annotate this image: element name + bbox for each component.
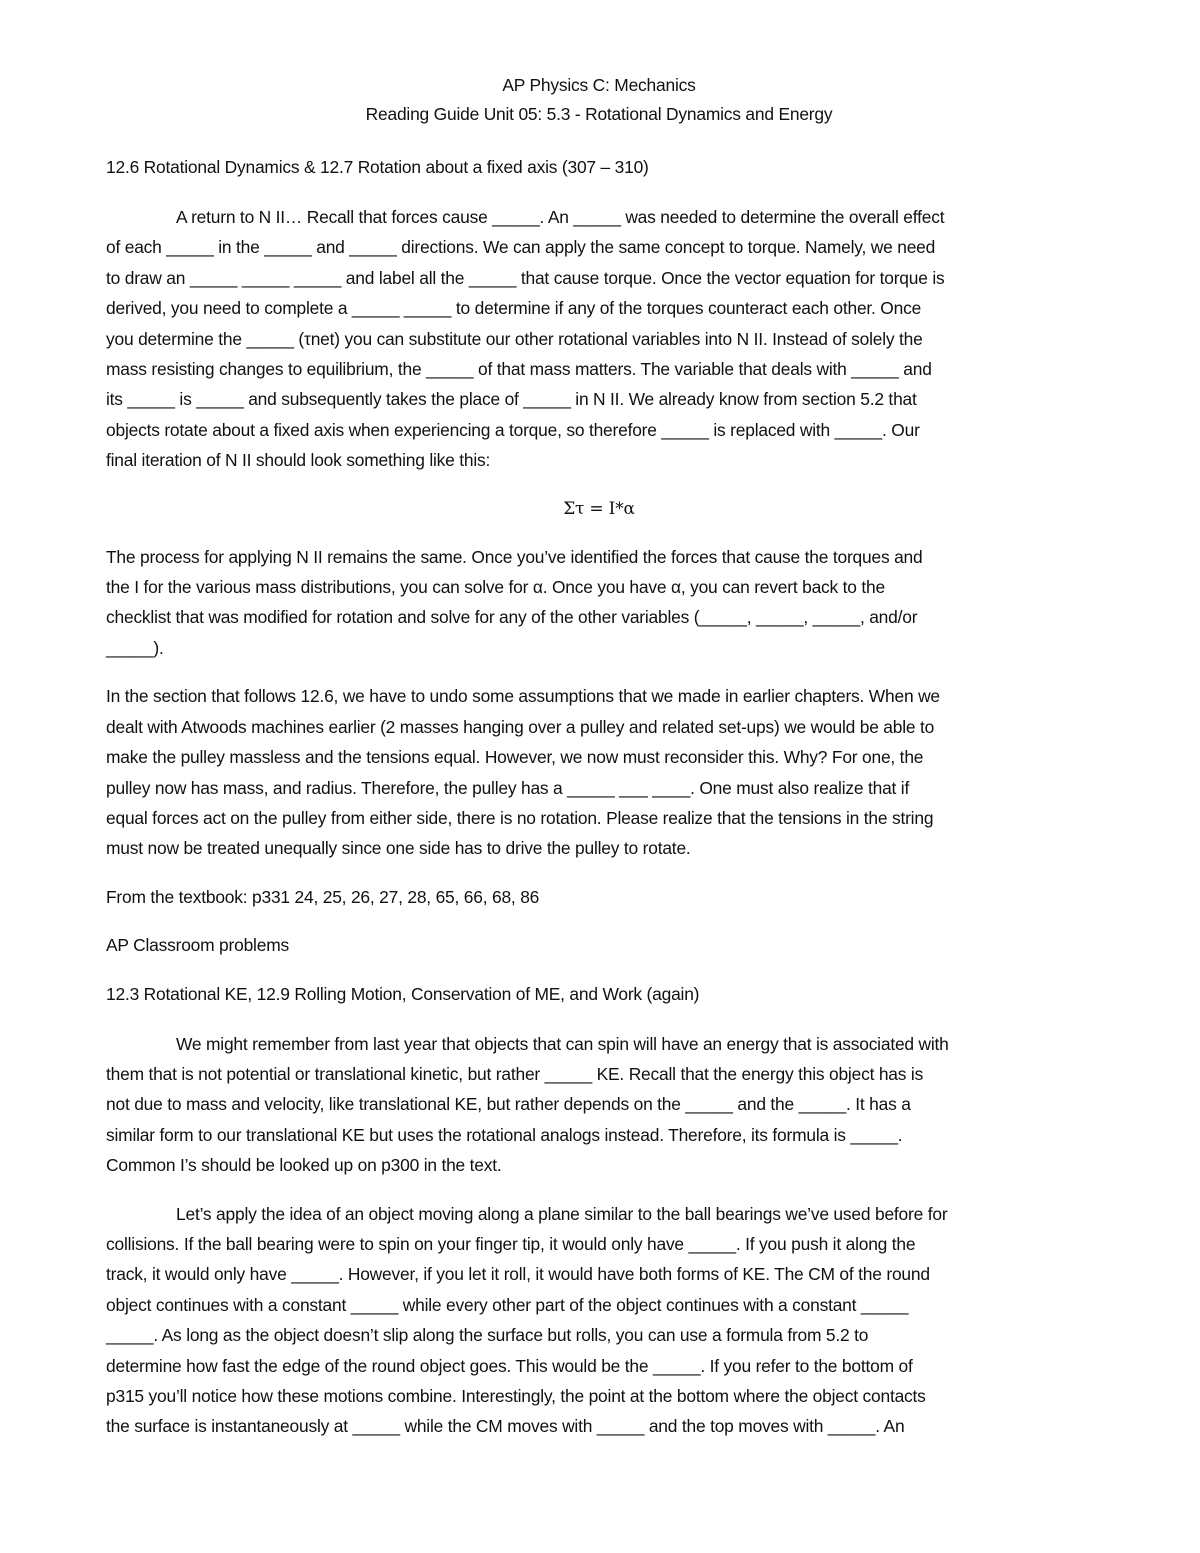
text-line: The process for applying N II remains the same. Once you’ve identified the forces that cause the torques and — [106, 546, 923, 567]
text-line: mass resisting changes to equilibrium, the _____ of that mass matters. The variable that deals with _____ and — [106, 359, 932, 380]
ap-classroom-problems: AP Classroom problems — [106, 935, 289, 956]
text-line: A return to N II… Recall that forces cause _____. An _____ was needed to determine the overall effect — [176, 207, 945, 227]
guide-title: Reading Guide Unit 05: 5.3 - Rotational Dynamics and Energy — [365, 104, 833, 124]
text-line: them that is not potential or translational kinetic, but rather _____ KE. Recall that the energy this object has is — [106, 1063, 924, 1084]
paragraph-newton-second-law — [106, 202, 1092, 476]
text-line: In the section that follows 12.6, we have to undo some assumptions that we made in earlier chapters. When we — [106, 686, 940, 707]
text-line: Let’s apply the idea of an object moving along a plane similar to the ball bearings we’ve used before for — [176, 1203, 948, 1224]
text-line: derived, you need to complete a _____ _____ to determine if any of the torques counteract each other. Once — [106, 298, 922, 319]
text-line: determine how fast the edge of the round object goes. This would be the _____. If you refer to the bottom of — [106, 1355, 913, 1376]
paragraph-atwood-machines — [106, 681, 1092, 863]
text-line: Common I’s should be looked up on p300 in the text. — [106, 1155, 502, 1176]
paragraph-rotational-ke — [106, 1029, 1092, 1181]
torque-equation: Στ = I*α — [563, 498, 635, 519]
text-line: similar form to our translational KE but uses the rotational analogs instead. Therefore, its formula is _____. — [106, 1124, 903, 1145]
text-line: the surface is instantaneously at _____ while the CM moves with _____ and the top moves with _____. An — [106, 1416, 905, 1437]
text-line: equal forces act on the pulley from either side, there is no rotation. Please realize that the tensions in the string — [106, 807, 934, 828]
document-header — [106, 71, 1092, 129]
text-line: track, it would only have _____. However, if you let it roll, it would have both forms of KE. The CM of the round — [106, 1264, 930, 1285]
text-line: _____). — [106, 637, 164, 658]
course-title: AP Physics C: Mechanics — [502, 75, 696, 95]
text-line: collisions. If the ball bearing were to spin on your finger tip, it would only have _____. If you push it along the — [106, 1233, 916, 1254]
text-line: to draw an _____ _____ _____ and label all the _____ that cause torque. Once the vector equation for torque is — [106, 267, 945, 288]
text-line: make the pulley massless and the tensions equal. However, we now must reconsider this. Why? For one, the — [106, 747, 924, 768]
textbook-problems: From the textbook: p331 24, 25, 26, 27, 28, 65, 66, 68, 86 — [106, 886, 540, 907]
text-line: not due to mass and velocity, like translational KE, but rather depends on the _____ and the _____. It has a — [106, 1094, 911, 1115]
text-line: p315 you’ll notice how these motions combine. Interestingly, the point at the bottom where the object contacts — [106, 1386, 926, 1406]
text-line: its _____ is _____ and subsequently takes the place of _____ in N II. We already know from section 5.2 that — [106, 389, 917, 410]
text-line: objects rotate about a fixed axis when experiencing a torque, so therefore _____ is replaced with _____. Our — [106, 419, 920, 440]
text-line: final iteration of N II should look something like this: — [106, 450, 491, 471]
section-heading-rotational-ke: 12.3 Rotational KE, 12.9 Rolling Motion, Conservation of ME, and Work (again) — [106, 983, 700, 1004]
section-heading-rotational-dynamics: 12.6 Rotational Dynamics & 12.7 Rotation about a fixed axis (307 – 310) — [106, 157, 649, 177]
paragraph-process — [106, 542, 1092, 664]
text-line: dealt with Atwoods machines earlier (2 masses hanging over a pulley and related set-ups) we would be able to — [106, 716, 935, 737]
text-line: must now be treated unequally since one side has to drive the pulley to rotate. — [106, 838, 691, 859]
text-line: the I for the various mass distributions, you can solve for α. Once you have α, you can revert back to the — [106, 577, 885, 598]
text-line: you determine the _____ (τnet) you can substitute our other rotational variables into N II. Instead of solely the — [106, 328, 923, 349]
text-line: We might remember from last year that objects that can spin will have an energy that is associated with — [176, 1033, 949, 1054]
text-line: checklist that was modified for rotation and solve for any of the other variables (_____, _____, _____, and/or — [106, 607, 918, 628]
paragraph-rolling-motion — [106, 1199, 1092, 1442]
text-line: of each _____ in the _____ and _____ directions. We can apply the same concept to torque. Namely, we need — [106, 237, 936, 258]
text-line: object continues with a constant _____ while every other part of the object continues with a constant _____ — [106, 1294, 909, 1315]
text-line: pulley now has mass, and radius. Therefore, the pulley has a _____ ___ ____. One must also realize that if — [106, 777, 910, 798]
text-line: _____. As long as the object doesn’t slip along the surface but rolls, you can use a formula from 5.2 to — [106, 1325, 869, 1346]
